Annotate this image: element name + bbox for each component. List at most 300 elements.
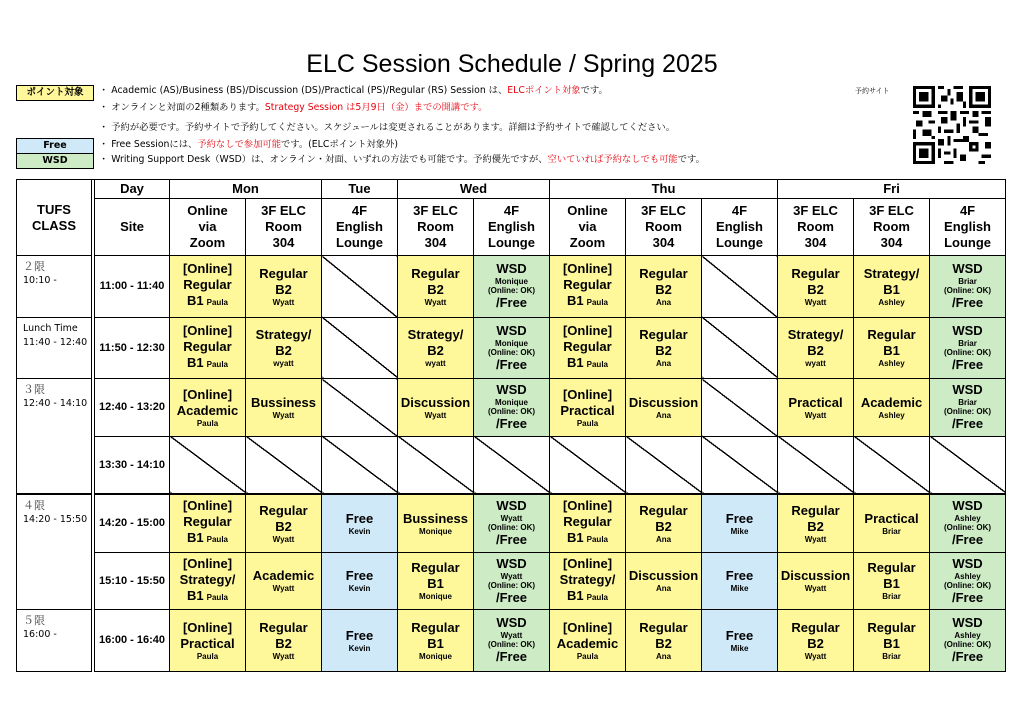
tufs-class-header: TUFS CLASS [17, 180, 92, 256]
instructor-name: Kevin [348, 526, 371, 536]
session-cell[interactable] [626, 494, 702, 552]
session-cell[interactable] [246, 317, 322, 379]
level-line [550, 530, 625, 548]
site-header-cell: 3F ELC Room 304 [778, 199, 854, 256]
online-ok-note: (Online: OK) [943, 286, 992, 296]
online-tag: [Online] [182, 555, 233, 571]
session-type: WSD [496, 555, 527, 571]
session-level: B1 [883, 635, 900, 651]
level-line [246, 343, 321, 359]
session-type: WSD [496, 322, 527, 338]
online-tag: [Online] [562, 261, 613, 277]
wsd-session-cell[interactable] [474, 552, 550, 610]
session-cell[interactable] [550, 552, 626, 610]
level-line [854, 576, 929, 592]
free-session-cell[interactable] [702, 552, 778, 610]
instructor-name: Monique [495, 398, 528, 408]
online-ok-note: (Online: OK) [487, 580, 536, 590]
level-line [398, 282, 473, 298]
level-line [854, 282, 929, 298]
instructor-name: Briar [958, 277, 977, 287]
free-suffix: /Free [951, 532, 984, 548]
instructor-name: wyatt [425, 359, 446, 369]
period-label: ２限 [23, 260, 45, 273]
session-level: B2 [655, 635, 672, 651]
time-slot: 13:30 - 14:10 [95, 436, 170, 494]
day-mon: Mon [170, 180, 322, 199]
free-suffix: /Free [495, 649, 528, 665]
instructor-name: Paula [586, 359, 608, 369]
instructor-name: Wyatt [804, 297, 827, 307]
instructor-name: Monique [495, 277, 528, 287]
session-cell[interactable] [778, 494, 854, 552]
instructor-name: Kevin [348, 584, 371, 594]
period-label: ３限 [23, 383, 45, 396]
free-suffix: /Free [495, 356, 528, 372]
instructor-name: Wyatt [424, 410, 447, 420]
session-type: WSD [952, 615, 983, 631]
period-time: 10:10 - [23, 275, 57, 286]
session-type: WSD [952, 382, 983, 398]
session-cell[interactable] [170, 610, 246, 672]
free-suffix: /Free [951, 295, 984, 311]
session-type: Regular [639, 265, 688, 281]
instructor-name: Wyatt [804, 584, 827, 594]
no-session-cell [550, 436, 626, 494]
instructor-name: Paula [206, 298, 228, 308]
session-level: B2 [275, 518, 292, 534]
wsd-session-cell[interactable] [474, 494, 550, 552]
instructor-name: Paula [586, 592, 608, 602]
instructor-name: Mike [730, 643, 749, 653]
time-slot: 11:00 - 11:40 [95, 256, 170, 318]
day-wed: Wed [398, 180, 550, 199]
wsd-session-cell[interactable] [474, 610, 550, 672]
instructor-name: Briar [958, 398, 977, 408]
level-line [550, 293, 625, 311]
instructor-name: Paula [576, 651, 599, 661]
online-ok-note: (Online: OK) [943, 407, 992, 417]
session-type: Regular [183, 338, 232, 354]
instructor-name: Paula [196, 651, 219, 661]
session-type: Bussiness [402, 510, 469, 526]
session-type: Strategy/ [407, 327, 464, 343]
time-slot: 11:50 - 12:30 [95, 317, 170, 379]
level-line [246, 519, 321, 535]
instructor-name: Wyatt [500, 571, 523, 581]
session-type: Regular [639, 502, 688, 518]
wsd-session-cell[interactable] [930, 494, 1006, 552]
instructor-name: Ana [655, 410, 672, 420]
instructor-name: Wyatt [272, 534, 295, 544]
session-type: Academic [252, 568, 315, 584]
level-line [778, 519, 853, 535]
instructor-name: Mike [730, 584, 749, 594]
session-cell[interactable] [398, 494, 474, 552]
session-cell[interactable] [778, 610, 854, 672]
level-line [398, 343, 473, 359]
online-ok-note: (Online: OK) [487, 640, 536, 650]
level-line [854, 343, 929, 359]
session-cell[interactable] [398, 379, 474, 437]
session-level: B1 [567, 587, 584, 603]
level-line [778, 282, 853, 298]
legend-point-badge: ポイント対象 [16, 85, 94, 101]
site-header-cell: 3F ELC Room 304 [398, 199, 474, 256]
day-header: Day [95, 180, 170, 199]
session-cell[interactable] [550, 256, 626, 318]
session-level: B1 [567, 530, 584, 546]
online-tag: [Online] [562, 498, 613, 514]
session-cell[interactable] [854, 379, 930, 437]
instructor-name: Monique [495, 338, 528, 348]
online-ok-note: (Online: OK) [487, 523, 536, 533]
time-slot: 15:10 - 15:50 [95, 552, 170, 610]
session-cell[interactable] [854, 552, 930, 610]
site-header-cell: 3F ELC Room 304 [246, 199, 322, 256]
instructor-name: Wyatt [272, 297, 295, 307]
instructor-name: Ashley [954, 631, 981, 641]
session-type: Practical [560, 402, 615, 418]
session-cell[interactable] [854, 317, 930, 379]
instructor-name: Ana [655, 359, 672, 369]
instructor-name: Paula [206, 592, 228, 602]
note-text: です。(ELCポイント対象外) [281, 139, 399, 150]
period-5 [17, 610, 92, 672]
session-type: Strategy/ [863, 265, 920, 281]
online-tag: [Online] [562, 386, 613, 402]
free-suffix: /Free [951, 356, 984, 372]
session-cell[interactable] [626, 552, 702, 610]
session-cell[interactable] [778, 552, 854, 610]
period-time: 12:40 - 14:10 [23, 398, 88, 409]
session-cell[interactable] [854, 256, 930, 318]
no-session-cell [322, 436, 398, 494]
level-line [626, 282, 701, 298]
session-cell[interactable] [778, 379, 854, 437]
level-line [778, 636, 853, 652]
site-header-cell: Online via Zoom [170, 199, 246, 256]
session-type: Discussion [780, 568, 851, 584]
session-cell[interactable] [170, 494, 246, 552]
site-header-cell: 4F English Lounge [702, 199, 778, 256]
session-type: WSD [496, 261, 527, 277]
level-line [398, 576, 473, 592]
session-type: Discussion [628, 568, 699, 584]
session-type: Regular [259, 265, 308, 281]
period-time: 11:40 - 12:40 [23, 336, 88, 348]
session-cell[interactable] [626, 256, 702, 318]
session-type: Practical [788, 394, 843, 410]
session-cell[interactable] [626, 317, 702, 379]
instructor-name: Wyatt [804, 410, 827, 420]
time-slot: 14:20 - 15:00 [95, 494, 170, 552]
no-session-cell [626, 436, 702, 494]
no-session-cell [702, 379, 778, 437]
session-cell[interactable] [854, 610, 930, 672]
legend-wsd-badge: WSD [16, 153, 94, 169]
session-type: Free [725, 627, 754, 643]
level-line [398, 636, 473, 652]
wsd-session-cell[interactable] [930, 379, 1006, 437]
instructor-name: Monique [419, 651, 452, 661]
instructor-name: Wyatt [272, 584, 295, 594]
session-level: B2 [655, 343, 672, 359]
online-tag: [Online] [182, 619, 233, 635]
session-cell[interactable] [246, 494, 322, 552]
online-tag: [Online] [182, 322, 233, 338]
site-header-cell: 4F English Lounge [322, 199, 398, 256]
session-level: B1 [427, 576, 444, 592]
session-type: Academic [860, 394, 923, 410]
session-type: Bussiness [250, 394, 317, 410]
session-level: B1 [883, 343, 900, 359]
level-line [170, 293, 245, 311]
session-level: B1 [187, 293, 204, 309]
session-type: Free [725, 568, 754, 584]
note-highlight: Strategy Session は5月9日（金）までの開講です。 [264, 102, 488, 113]
session-type: WSD [952, 322, 983, 338]
online-ok-note: (Online: OK) [943, 523, 992, 533]
session-type: Regular [259, 619, 308, 635]
period-3 [17, 379, 92, 495]
instructor-name: Kevin [348, 643, 371, 653]
session-type: Practical [180, 635, 235, 651]
session-cell[interactable] [854, 494, 930, 552]
period-label: ４限 [23, 499, 45, 512]
session-cell[interactable] [170, 552, 246, 610]
session-cell[interactable] [398, 610, 474, 672]
no-session-cell [702, 317, 778, 379]
site-header: Site [95, 199, 170, 256]
session-type: WSD [496, 382, 527, 398]
instructor-name: Ashley [954, 514, 981, 524]
session-type: Regular [791, 502, 840, 518]
session-cell[interactable] [550, 610, 626, 672]
level-line [626, 636, 701, 652]
free-session-cell[interactable] [702, 494, 778, 552]
instructor-name: Wyatt [272, 410, 295, 420]
session-level: B1 [187, 587, 204, 603]
note-text: ・ Academic (AS)/Business (BS)/Discussion (DS)/Practical (PS)/Regular (RS) Session は、 [99, 85, 508, 96]
free-suffix: /Free [495, 295, 528, 311]
instructor-name: Ashley [878, 410, 905, 420]
no-session-cell [474, 436, 550, 494]
session-type: Free [345, 568, 374, 584]
session-type: Regular [563, 514, 612, 530]
session-type: Regular [411, 560, 460, 576]
free-suffix: /Free [495, 416, 528, 432]
session-cell[interactable] [398, 256, 474, 318]
session-cell[interactable] [170, 256, 246, 318]
session-cell[interactable] [550, 317, 626, 379]
no-session-cell [170, 436, 246, 494]
instructor-name: Wyatt [500, 631, 523, 641]
no-session-cell [322, 317, 398, 379]
session-type: Regular [791, 265, 840, 281]
instructor-name: Wyatt [424, 297, 447, 307]
level-line [246, 282, 321, 298]
session-cell[interactable] [550, 379, 626, 437]
session-cell[interactable] [246, 552, 322, 610]
note-text: です。 [580, 85, 608, 96]
note-text: です。 [677, 154, 705, 165]
session-level: B1 [427, 635, 444, 651]
instructor-name: Wyatt [804, 534, 827, 544]
instructor-name: wyatt [805, 359, 826, 369]
level-line [170, 355, 245, 373]
time-slot: 16:00 - 16:40 [95, 610, 170, 672]
free-session-cell[interactable] [322, 494, 398, 552]
free-session-cell[interactable] [322, 552, 398, 610]
instructor-name: Ana [655, 651, 672, 661]
instructor-name: Ashley [878, 359, 905, 369]
session-type: Strategy/ [255, 327, 312, 343]
qr-code-icon[interactable] [913, 86, 991, 164]
wsd-session-cell[interactable] [930, 610, 1006, 672]
session-type: Free [345, 627, 374, 643]
session-cell[interactable] [550, 494, 626, 552]
period-time: 16:00 - [23, 629, 57, 640]
session-cell[interactable] [170, 317, 246, 379]
period-4 [17, 494, 92, 610]
instructor-name: Monique [419, 592, 452, 602]
legend-free-badge: Free [16, 138, 94, 154]
session-type: Regular [183, 277, 232, 293]
session-level: B2 [655, 281, 672, 297]
site-header-cell: 3F ELC Room 304 [626, 199, 702, 256]
session-type: Free [345, 510, 374, 526]
online-tag: [Online] [182, 261, 233, 277]
note-highlight: ELCポイント対象 [507, 85, 581, 96]
session-type: Regular [183, 514, 232, 530]
period-time: 14:20 - 15:50 [23, 514, 88, 525]
instructor-name: wyatt [273, 359, 294, 369]
no-session-cell [702, 256, 778, 318]
level-line [550, 355, 625, 373]
session-cell[interactable] [246, 379, 322, 437]
instructor-name: Wyatt [804, 651, 827, 661]
note-highlight: 空いていれば予約なしでも可能 [547, 154, 678, 165]
no-session-cell [702, 436, 778, 494]
online-ok-note: (Online: OK) [487, 286, 536, 296]
session-cell[interactable] [398, 317, 474, 379]
period-2 [17, 256, 92, 318]
wsd-session-cell[interactable] [930, 256, 1006, 318]
instructor-name: Wyatt [272, 651, 295, 661]
note-text: ・ Free Sessionには、 [99, 139, 198, 150]
free-suffix: /Free [951, 649, 984, 665]
free-suffix: /Free [951, 589, 984, 605]
session-type: Regular [639, 619, 688, 635]
wsd-session-cell[interactable] [930, 552, 1006, 610]
session-cell[interactable] [246, 256, 322, 318]
session-cell[interactable] [398, 552, 474, 610]
session-type: WSD [952, 555, 983, 571]
online-ok-note: (Online: OK) [487, 347, 536, 357]
online-tag: [Online] [562, 555, 613, 571]
instructor-name: Monique [419, 526, 452, 536]
session-level: B1 [883, 281, 900, 297]
free-session-cell[interactable] [322, 610, 398, 672]
session-type: Regular [867, 619, 916, 635]
instructor-name: Paula [196, 418, 219, 428]
session-cell[interactable] [778, 317, 854, 379]
session-type: Regular [639, 327, 688, 343]
site-header-cell: 4F English Lounge [474, 199, 550, 256]
level-line [854, 636, 929, 652]
session-level: B2 [427, 343, 444, 359]
instructor-name: Briar [958, 338, 977, 348]
instructor-name: Ana [655, 584, 672, 594]
session-level: B1 [567, 354, 584, 370]
free-session-cell[interactable] [702, 610, 778, 672]
level-line [550, 588, 625, 606]
online-tag: [Online] [562, 322, 613, 338]
session-level: B2 [807, 518, 824, 534]
instructor-name: Ana [655, 534, 672, 544]
free-suffix: /Free [495, 589, 528, 605]
session-cell[interactable] [170, 379, 246, 437]
instructor-name: Briar [882, 592, 901, 602]
session-type: WSD [496, 615, 527, 631]
session-level: B2 [655, 518, 672, 534]
session-type: Regular [867, 327, 916, 343]
no-session-cell [778, 436, 854, 494]
instructor-name: Ashley [878, 297, 905, 307]
session-level: B1 [883, 576, 900, 592]
session-level: B1 [187, 530, 204, 546]
no-session-cell [322, 379, 398, 437]
session-cell[interactable] [778, 256, 854, 318]
period-label: Lunch Time [23, 322, 78, 334]
level-line [778, 343, 853, 359]
session-type: Strategy/ [787, 327, 844, 343]
session-cell[interactable] [246, 610, 322, 672]
note-text: ・ オンラインと対面の2種類あります。 [99, 102, 265, 113]
note-formats [99, 102, 487, 114]
session-level: B2 [275, 635, 292, 651]
period-lunch [17, 317, 92, 379]
no-session-cell [854, 436, 930, 494]
level-line [170, 530, 245, 548]
session-type: Regular [791, 619, 840, 635]
site-header-cell: 4F English Lounge [930, 199, 1006, 256]
wsd-session-cell[interactable] [474, 379, 550, 437]
time-slot: 12:40 - 13:20 [95, 379, 170, 437]
online-ok-note: (Online: OK) [487, 407, 536, 417]
session-level: B2 [427, 281, 444, 297]
session-level: B1 [567, 293, 584, 309]
session-cell[interactable] [626, 379, 702, 437]
session-type: WSD [496, 498, 527, 514]
wsd-session-cell[interactable] [474, 256, 550, 318]
qr-label: 予約サイト [855, 87, 890, 95]
session-type: Regular [867, 560, 916, 576]
wsd-session-cell[interactable] [930, 317, 1006, 379]
period-label: ５限 [23, 614, 45, 627]
no-session-cell [930, 436, 1006, 494]
session-cell[interactable] [626, 610, 702, 672]
wsd-session-cell[interactable] [474, 317, 550, 379]
day-fri: Fri [778, 180, 1006, 199]
session-type: Practical [864, 510, 919, 526]
site-header-cell: Online via Zoom [550, 199, 626, 256]
site-header-cell: 3F ELC Room 304 [854, 199, 930, 256]
instructor-name: Briar [882, 526, 901, 536]
level-line [246, 636, 321, 652]
day-tue: Tue [322, 180, 398, 199]
